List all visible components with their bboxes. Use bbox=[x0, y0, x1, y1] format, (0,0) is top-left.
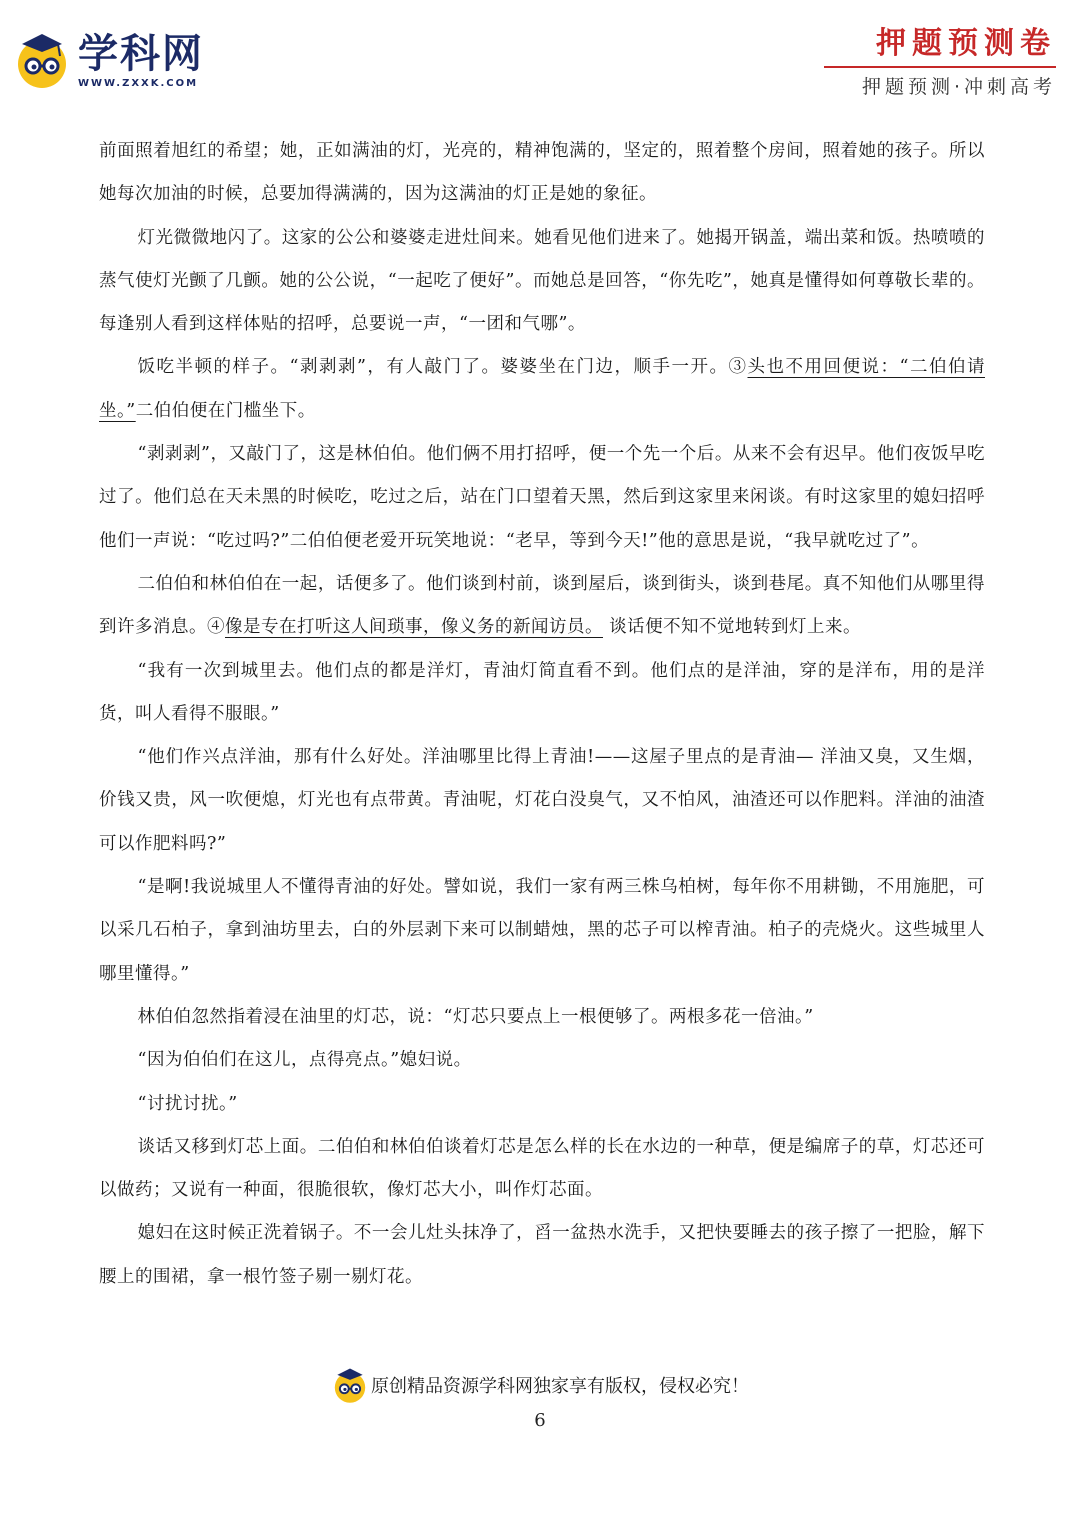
brand-block bbox=[862, 26, 1056, 99]
owl-logo-icon bbox=[12, 30, 72, 90]
logo-url: WWW.ZXXK.COM bbox=[78, 77, 199, 89]
paragraph-text: 二伯伯便在门槛坐下。 bbox=[135, 400, 316, 421]
brand-subtitle: 押题预测·冲刺高考 bbox=[861, 76, 1056, 98]
paragraph: “讨扰讨扰。” bbox=[137, 1093, 238, 1114]
article-body bbox=[99, 130, 985, 1299]
site-logo[interactable] bbox=[12, 30, 204, 90]
paragraph: “剥剥剥”，又敲门了，这是林伯伯。他们俩不用打招呼，便一个先一个后。从来不会有迟早。他们夜饭早吃过了。他们总在天未黑的时候吃，吃过之后，站在门口望着天黑，然后到这家里来闲谈。有时这家里的媳妇招呼他们一声说：“吃过吗?”二伯伯便老爱开玩笑地说：“老早，等到今天!”他的意思是说，“我早就吃过了”。 bbox=[99, 444, 985, 551]
page-number: 6 bbox=[534, 1410, 546, 1431]
underlined-sentence-3: 头也不用回便说：“二伯伯请坐。” bbox=[99, 357, 985, 421]
logo-name: 学科网 bbox=[78, 30, 204, 77]
paragraph: “因为伯伯们在这儿，点得亮点。”媳妇说。 bbox=[137, 1050, 472, 1071]
paragraph: 灯光微微地闪了。这家的公公和婆婆走进灶间来。她看见他们进来了。她揭开锅盖，端出菜和饭。热喷喷的蒸气使灯光颤了几颤。她的公公说，“一起吃了便好”。而她总是回答，“你先吃”，她真是懂得如何尊敬长辈的。每逢别人看到这样体贴的招呼，总要说一声，“一团和气哪”。 bbox=[99, 227, 985, 335]
owl-logo-icon bbox=[331, 1366, 369, 1404]
paragraph bbox=[99, 563, 985, 650]
brand-divider bbox=[824, 66, 1056, 68]
paragraph-text: 谈话便不知不觉地转到灯上来。 bbox=[603, 617, 862, 638]
paragraph: “我有一次到城里去。他们点的都是洋灯，青油灯简直看不到。他们点的是洋油，穿的是洋布，用的是洋货，叫人看得不服眼。” bbox=[99, 660, 985, 724]
paragraph: 媳妇在这时候正洗着锅子。不一会儿灶头抹净了，舀一盆热水洗手，又把快要睡去的孩子擦了一把脸，解下腰上的围裙，拿一根竹签子剔一剔灯花。 bbox=[99, 1223, 985, 1287]
page-footer bbox=[0, 1366, 1080, 1408]
brand-title: 押题预测卷 bbox=[876, 26, 1056, 61]
paragraph-text: 饭吃半顿的样子。“剥剥剥”，有人敲门了。婆婆坐在门边，顺手一开。③ bbox=[137, 357, 748, 378]
copyright-notice: 原创精品资源学科网独家享有版权，侵权必究！ bbox=[371, 1376, 749, 1397]
paragraph: 林伯伯忽然指着浸在油里的灯芯，说：“灯芯只要点上一根便够了。两根多花一倍油。” bbox=[137, 1006, 814, 1027]
paragraph: 谈话又移到灯芯上面。二伯伯和林伯伯谈着灯芯是怎么样的长在水边的一种草，便是编席子的草，灯芯还可以做药；又说有一种面，很脆很软，像灯芯大小，叫作灯芯面。 bbox=[99, 1136, 985, 1201]
paragraph bbox=[99, 346, 985, 433]
paragraph-text: 二伯伯和林伯伯在一起，话便多了。他们谈到村前，谈到屋后，谈到街头，谈到巷尾。真不知他们从哪里得到许多消息。④ bbox=[99, 573, 985, 638]
underlined-sentence-4: 像是专在打听这人间琐事，像义务的新闻访员。 bbox=[225, 617, 603, 638]
paragraph: “是啊!我说城里人不懂得青油的好处。譬如说，我们一家有两三株乌柏树，每年你不用耕锄，不用施肥，可以采几石柏子，拿到油坊里去，白的外层剥下来可以制蜡烛，黑的芯子可以榨青油。柏子的壳烧火。这些城里人哪里懂得。” bbox=[99, 877, 985, 984]
paragraph: 前面照着旭红的希望；她，正如满油的灯，光亮的，精神饱满的，坚定的，照着整个房间，照着她的孩子。所以她每次加油的时候，总要加得满满的，因为这满油的灯正是她的象征。 bbox=[99, 141, 985, 205]
page-header bbox=[0, 0, 1080, 110]
paragraph: “他们作兴点洋油，那有什么好处。洋油哪里比得上青油!——这屋子里点的是青油— 洋油又臭，又生烟，价钱又贵，风一吹便熄，灯光也有点带黄。青油呢，灯花白没臭气，又不怕风，油渣还可以作肥料。洋油的油渣可以作肥料吗?” bbox=[99, 747, 985, 854]
